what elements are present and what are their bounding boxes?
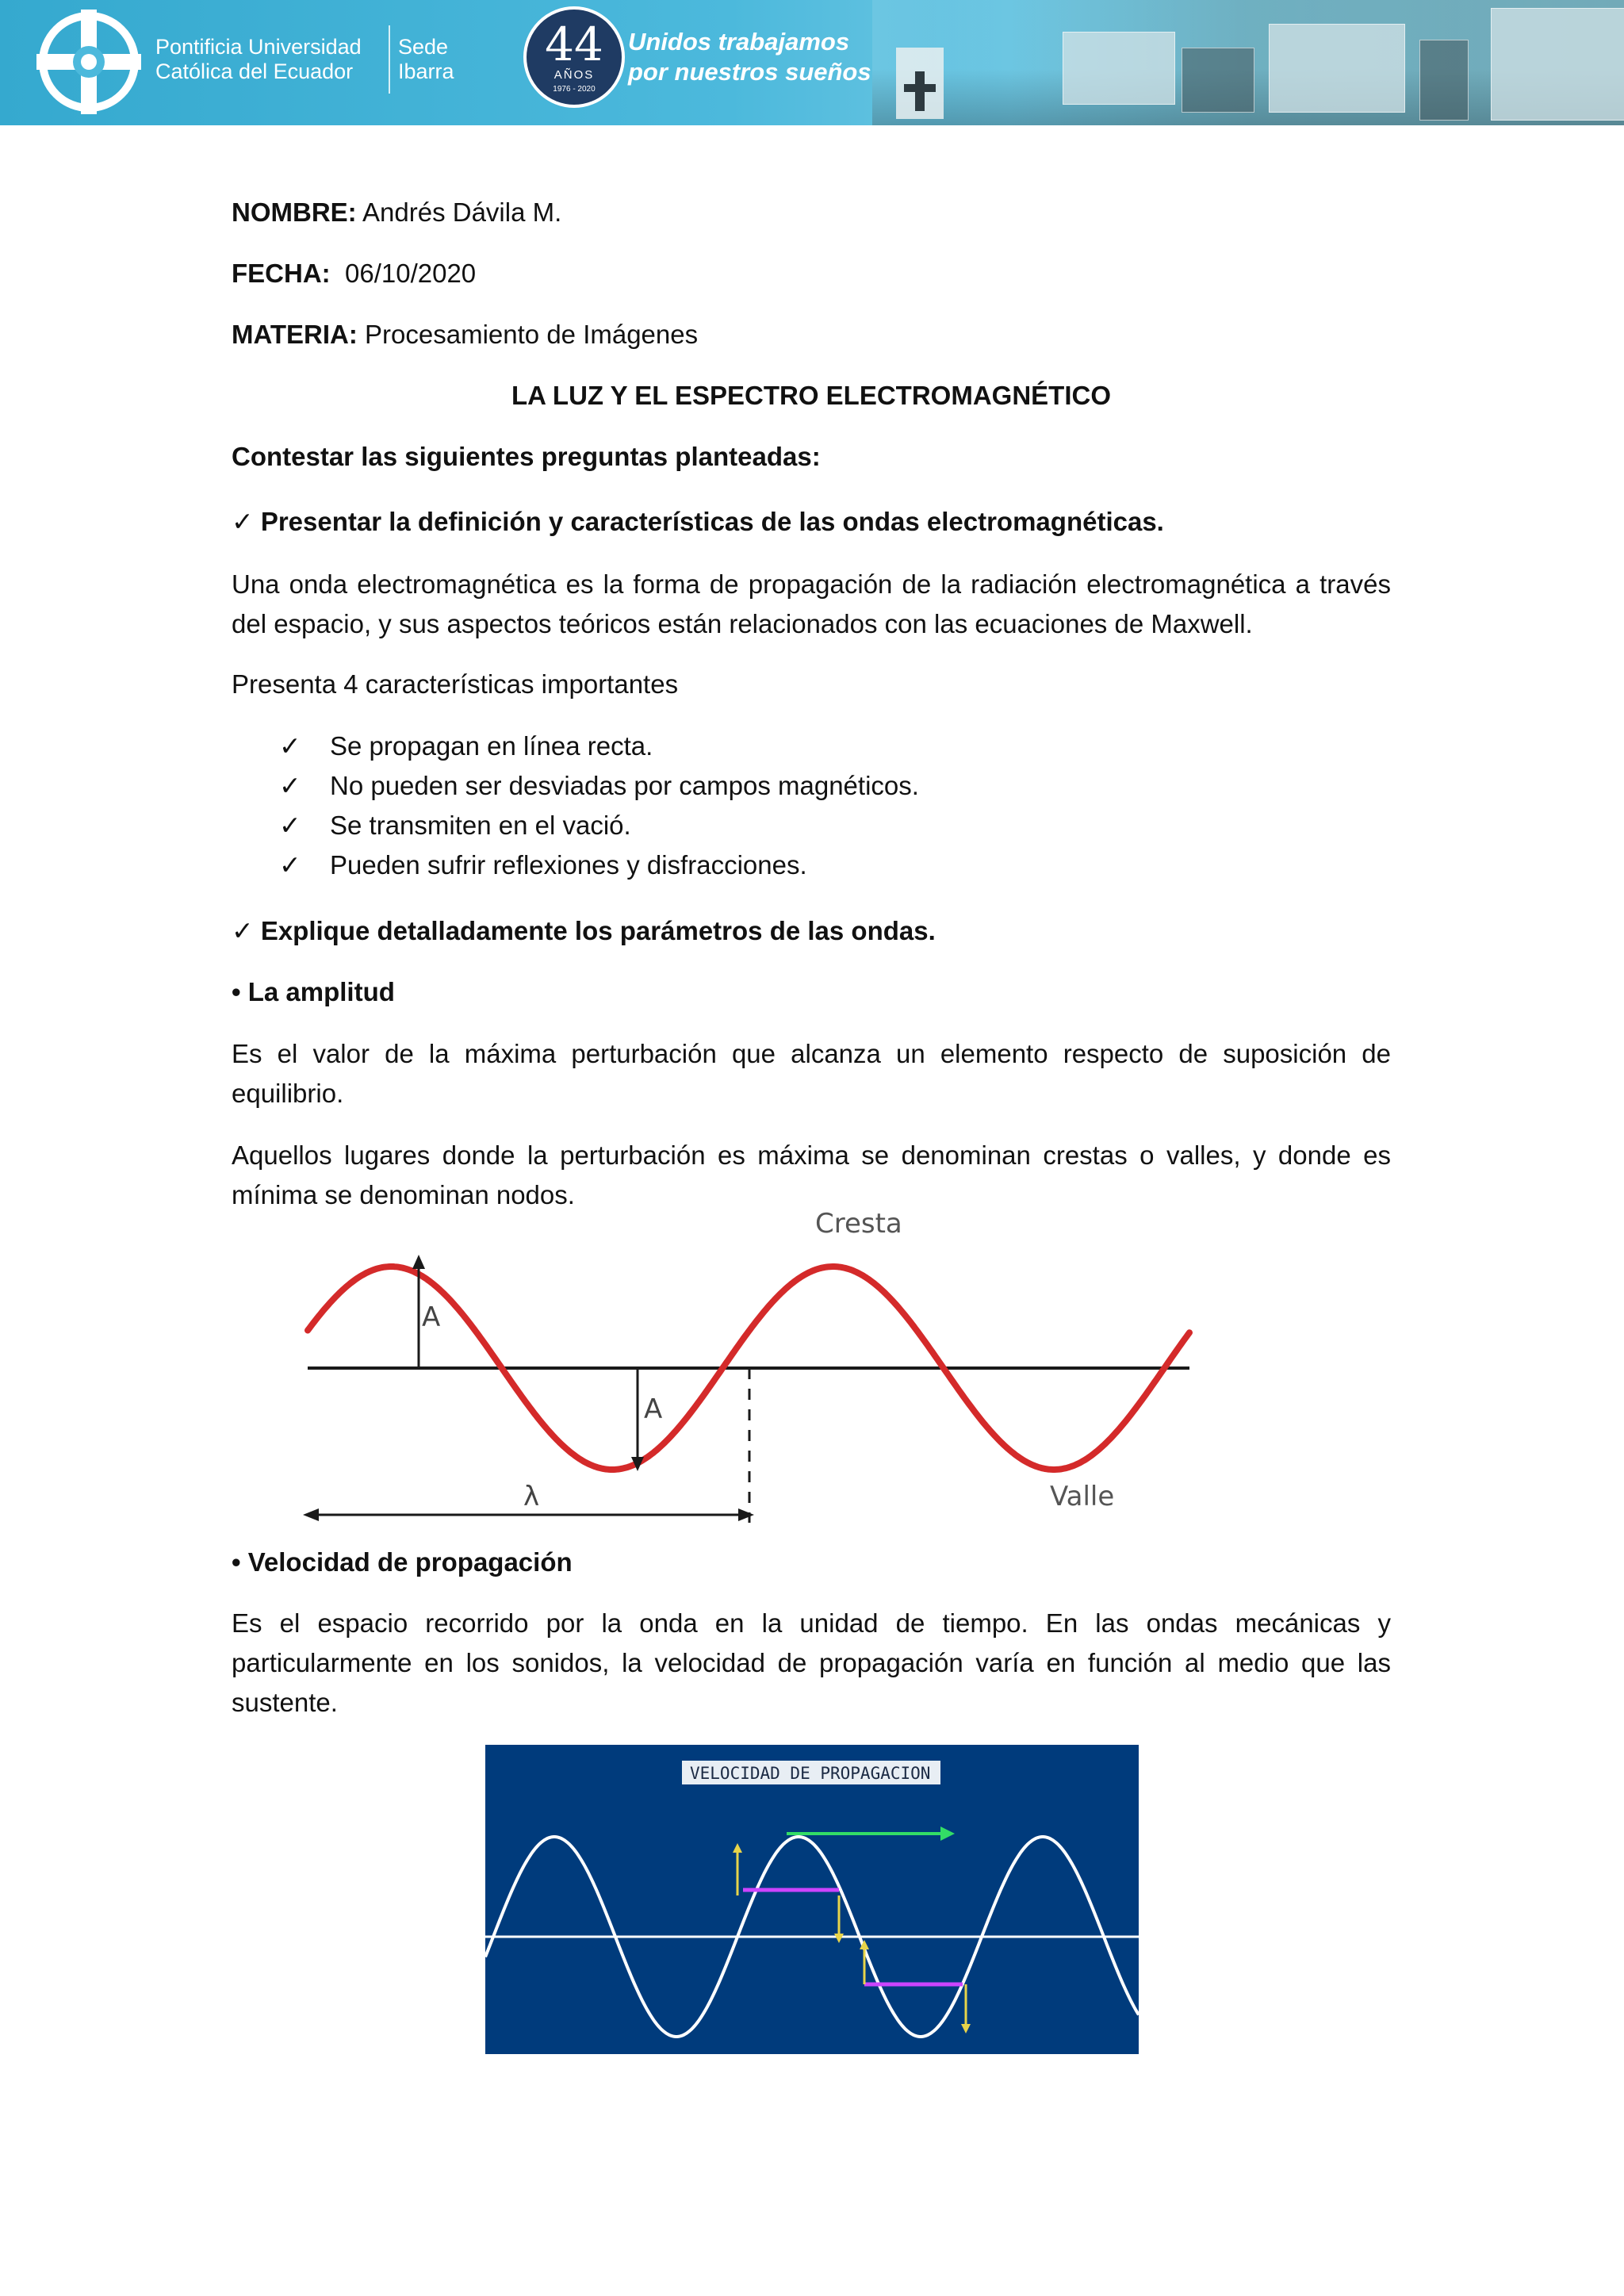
- wavelength-label: λ: [523, 1481, 540, 1512]
- velocity-heading: • Velocidad de propagación: [232, 1547, 573, 1577]
- amplitude-paragraph-2: Aquellos lugares donde la perturbación es máxima se denominan crestas o valles, y donde es mínima se denominan nodos.: [232, 1140, 1391, 1209]
- anniversary-badge: 44 AÑOS 1976 - 2020: [523, 6, 625, 108]
- characteristics-intro: Presenta 4 características importantes: [232, 669, 679, 699]
- header-divider: [389, 25, 390, 94]
- list-item: ✓ No pueden ser desviadas por campos magnéticos.: [279, 766, 919, 806]
- list-item: ✓ Pueden sufrir reflexiones y disfracciones.: [279, 845, 919, 885]
- instructions-heading: Contestar las siguientes preguntas planteadas:: [232, 442, 821, 471]
- header-banner: [0, 0, 1624, 125]
- velocity-paragraph: Es el espacio recorrido por la onda en la unidad de tiempo. En las ondas mecánicas y particularmente en los sonidos, la velocidad de propagación varía en función al medio que las sustente.: [232, 1608, 1391, 1717]
- subject-field: MATERIA: Procesamiento de Imágenes: [232, 320, 699, 349]
- amplitude-label-top: A: [422, 1301, 441, 1333]
- amplitude-heading: • La amplitud: [232, 977, 395, 1006]
- list-item: ✓ Se transmiten en el vació.: [279, 806, 919, 845]
- question-1-paragraph: Una onda electromagnética es la forma de propagación de la radiación electromagnética a través del espacio, y sus aspectos teóricos están relacionados con las ecuaciones de Maxwell.: [232, 569, 1391, 638]
- valley-label: Valle: [1050, 1481, 1115, 1512]
- university-logo-icon: [33, 6, 144, 117]
- question-1-heading: ✓ Presentar la definición y características de las ondas electromagnéticas.: [232, 507, 1164, 536]
- campus-name: Sede Ibarra: [398, 35, 454, 83]
- check-icon: ✓: [279, 850, 301, 880]
- amplitude-label-bottom: A: [644, 1393, 663, 1425]
- velocity-figure-caption: VELOCIDAD DE PROPAGACION: [690, 1764, 931, 1783]
- campus-cross-emblem-icon: [888, 16, 952, 119]
- list-item: ✓ Se propagan en línea recta.: [279, 726, 919, 766]
- amplitude-paragraph-1: Es el valor de la máxima perturbación que alcanza un elemento respecto de suposición de equilibrio.: [232, 1039, 1391, 1108]
- date-field: FECHA: 06/10/2020: [232, 259, 477, 288]
- university-name: Pontificia Universidad Católica del Ecuador: [155, 35, 362, 83]
- check-icon: ✓: [279, 771, 301, 800]
- wave-amplitude-figure: [301, 1205, 1205, 1539]
- campus-photo: [872, 0, 1624, 125]
- question-2-heading: ✓ Explique detalladamente los parámetros de las ondas.: [232, 916, 936, 945]
- name-field: NOMBRE: Andrés Dávila M.: [232, 197, 562, 227]
- slogan: Unidos trabajamos por nuestros sueños: [628, 28, 871, 86]
- velocity-propagation-figure: [485, 1745, 1139, 2054]
- check-icon: ✓: [279, 731, 301, 761]
- check-icon: ✓: [279, 811, 301, 840]
- crest-label: Cresta: [815, 1208, 902, 1240]
- characteristics-list: [279, 726, 919, 885]
- document-title: LA LUZ Y EL ESPECTRO ELECTROMAGNÉTICO: [511, 381, 1111, 410]
